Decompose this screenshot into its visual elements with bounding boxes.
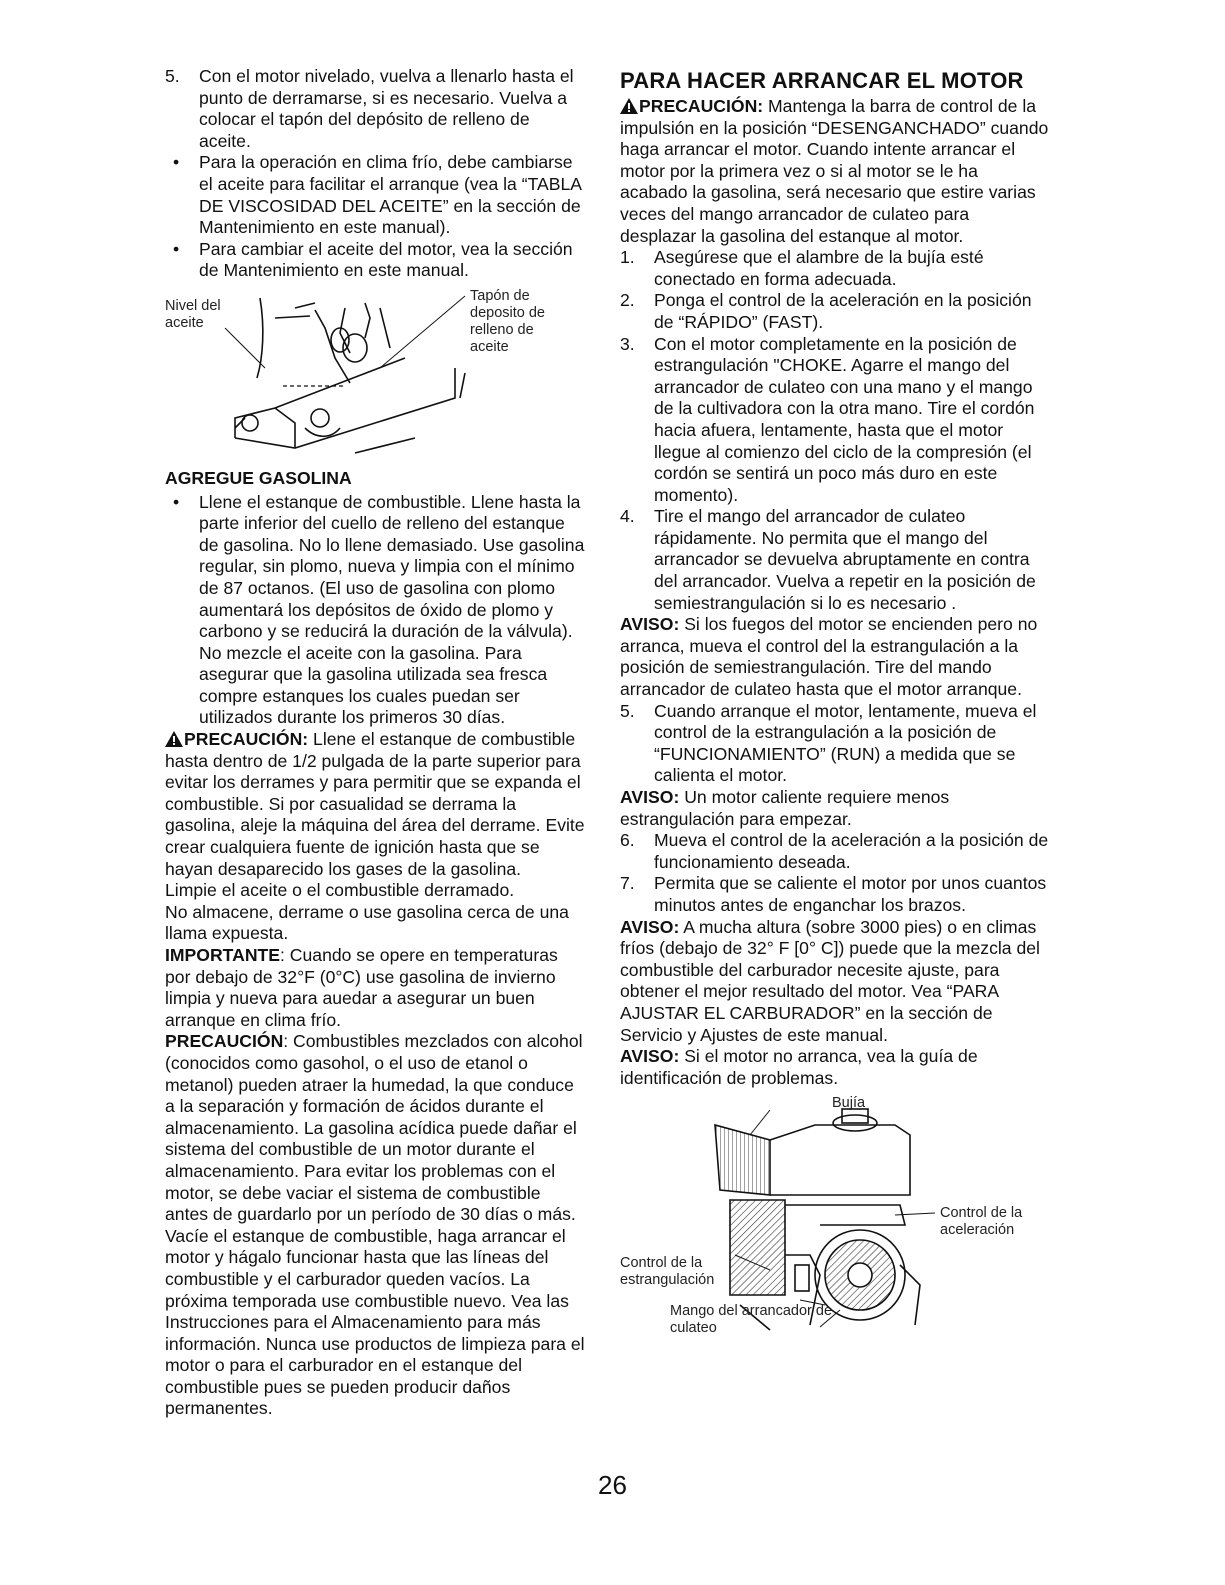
- step-3: 3. Con el motor completamente en la posición de estrangulación "CHOKE. Agarre el mango del arrancador de culateo con una mano y el mango de la cultivadora con la otra mano. Tire el cordón hacia afuera, lentamente, hasta que el motor llegue al comienzo del ciclo de la compresión (el cordón se sentirá un poco más duro en este momento).: [620, 333, 1035, 505]
- notice-2: AVISO: Un motor caliente requiere menos estrangulación para empezar.: [620, 787, 950, 829]
- notice-1: AVISO: Si los fuegos del motor se encienden pero no arranca, mueva el control del la estrangulación a la posición de semiestrangulación. Tire del mando arrancador de culateo hasta que el motor arranque.: [620, 614, 1038, 700]
- bullet-cold-weather: • Para la operación en clima frío, debe cambiarse el aceite para facilitar el arranque (vea la “TABLA DE VISCOSIDAD DEL ACEITE” en la sección de Mantenimiento en este manual).: [165, 152, 585, 238]
- spark-plug-label: Bujía: [832, 1095, 866, 1112]
- heading-add-gasoline: AGREGUE GASOLINA: [165, 467, 352, 488]
- oil-level-figure: [165, 288, 585, 458]
- warning-icon: [165, 731, 183, 747]
- notice-3: AVISO: A mucha altura (sobre 3000 pies) o en climas fríos (debajo de 32° F [0° C]) puede que la mezcla del combustible del carburador necesite ajuste, para obtener el mejor resultado del motor. Vea “PARA AJUSTAR EL CARBURADOR” en la sección de Servicio y Ajustes de este manual.: [620, 916, 1040, 1045]
- step-1: 1. Asegúrese que el alambre de la bujía esté conectado en forma adecuada.: [620, 247, 984, 289]
- left-column: [165, 66, 585, 1420]
- page-number: 26: [598, 1470, 627, 1500]
- bullet-change-oil: • Para cambiar el aceite del motor, vea la sección de Mantenimiento en este manual.: [165, 239, 585, 282]
- oil-level-label: Nivel del aceite: [165, 297, 221, 331]
- right-column: [620, 66, 1050, 1335]
- step-5-oil: 5. Con el motor nivelado, vuelva a llenarlo hasta el punto de derramarse, si es necesario. Vuelva a colocar el tapón del depósito de relleno de aceite.: [165, 66, 574, 151]
- caution-alcohol: PRECAUCIÓN: Combustibles mezclados con alcohol (conocidos como gasohol, o el uso de etanol o metanol) pueden atraer la humedad, la que conduce a la separación y formación de ácidos durante el almacenamiento. La gasolina acídica puede dañar el sistema del combustible de un motor durante el almacenamiento. Para evitar los problemas con el motor, se debe vaciar el sistema de combustible antes de guardarlo por un período de 30 días o más. Vacíe el estanque de combustible, haga arrancar el motor y hágalo funcionar hasta que las líneas del combustible y el carburador queden vacíos. La próxima temporada use combustible nuevo. Vea las Instrucciones para el Almacenamiento para más información. Nunca use productos de limpieza para el motor o para el carburador en el estanque del combustible pues se pueden producir daños permanentes.: [165, 1031, 585, 1419]
- caution-drive-control: PRECAUCIÓN: Mantenga la barra de control de la impulsión en la posición “DESENGANCHADO” cuando haga arrancar el motor. Cuando intente arrancar el motor por la primera vez o si al motor se le ha acabado la gasolina, será necesario que estire varias veces del mango arrancador de culateo para desplazar la gasolina del estanque al motor.: [620, 96, 1049, 246]
- heading-start-engine: PARA HACER ARRANCAR EL MOTOR: [620, 68, 1024, 93]
- notice-4: AVISO: Si el motor no arranca, vea la guía de identificación de problemas.: [620, 1046, 978, 1088]
- step-2: 2. Ponga el control de la aceleración en la posición de “RÁPIDO” (FAST).: [620, 290, 1032, 332]
- no-store-text: No almacene, derrame o use gasolina cerca de una llama expuesta.: [165, 901, 569, 944]
- caution-fill: PRECAUCIÓN: Llene el estanque de combustible hasta dentro de 1/2 pulgada de la parte superior para evitar los derrames y para permitir que se expanda el combustible. Si por casualidad se derrama la gasolina, aleje la máquina del área del derrame. Evite crear cualquiera fuente de ignición hasta que se hayan desaparecido los gases de la gasolina.: [165, 729, 585, 879]
- step-7: 7. Permita que se caliente el motor por unos cuantos minutos antes de enganchar los brazos.: [620, 873, 1047, 915]
- engine-figure: [620, 1095, 1050, 1335]
- clean-spill-text: Limpie el aceite o el combustible derramado.: [165, 880, 515, 901]
- step-6: 6. Mueva el control de la aceleración a la posición de funcionamiento deseada.: [620, 830, 1049, 872]
- oil-cap-label: Tapón de deposito de relleno de aceite: [470, 287, 545, 355]
- warning-icon: [620, 98, 638, 114]
- step-4: 4. Tire el mango del arrancador de culateo rápidamente. No permita que el mango del arrancador se devuelva abruptamente en contra del arrancador. Vuelva a repetir en la posición de semiestrangulación si lo es necesario .: [620, 506, 1036, 613]
- throttle-control-label: Control de la aceleración: [940, 1205, 1023, 1239]
- step-5: 5. Cuando arranque el motor, lentamente, mueva el control de la estrangulación a la posición de “FUNCIONAMIENTO” (RUN) a medida que se calienta el motor.: [620, 700, 1037, 786]
- important-note: IMPORTANTE: Cuando se opere en temperaturas por debajo de 32°F (0°C) use gasolina de invierno limpia y nueva para auedar a asegurar un buen arranque en clima frío.: [165, 945, 558, 1030]
- recoil-starter-label: Mango del arrancador de culateo: [670, 1303, 833, 1337]
- bullet-fill-tank: • Llene el estanque de combustible. Llene hasta la parte inferior del cuello de relleno del estanque de gasolina. No lo llene demasiado. Use gasolina regular, sin plomo, nueva y limpia con el mínimo de 87 octanos. (El uso de gasolina con plomo aumentará los depósitos de óxido de plomo y carbono y se reducirá la duración de la válvula). No mezcle el aceite con la gasolina. Para asegurar que la gasolina utilizada sea fresca compre estanques los cuales puedan ser utilizados durante los primeros 30 días.: [165, 492, 585, 730]
- choke-control-label: Control de la estrangulación: [620, 1255, 715, 1289]
